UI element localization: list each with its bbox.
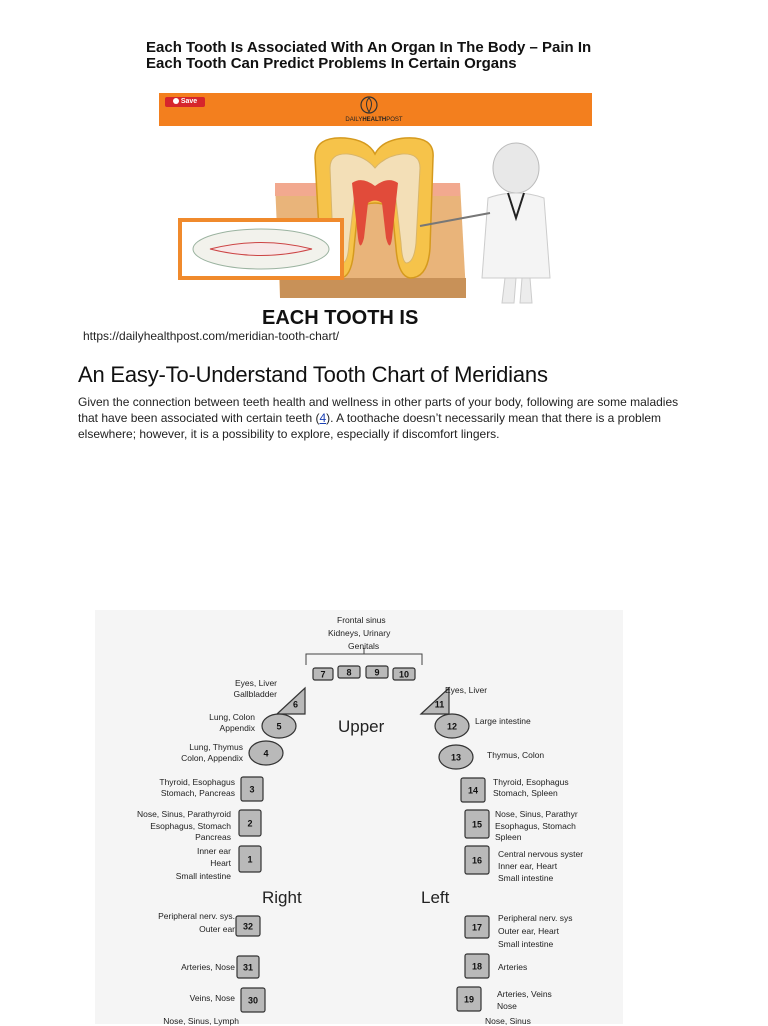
- tooth-number: 10: [398, 669, 410, 680]
- left-label: Left: [421, 888, 450, 907]
- label-right: Peripheral nerv. sys.: [158, 911, 235, 921]
- label-left: Nose, Sinus, Parathyr: [495, 809, 578, 819]
- label-left: Peripheral nerv. sys: [498, 913, 573, 923]
- tooth-number: 30: [247, 995, 259, 1006]
- label-right: Pancreas: [195, 832, 231, 842]
- source-url[interactable]: https://dailyhealthpost.com/meridian-tooth-chart/: [83, 329, 340, 343]
- label-right: Stomach, Pancreas: [160, 788, 235, 798]
- label-right: Arteries, Nose: [181, 962, 235, 972]
- right-label: Right: [262, 888, 302, 907]
- tooth-5: [262, 714, 296, 738]
- label-right: Veins, Nose: [189, 993, 235, 1003]
- tooth-18: [465, 954, 489, 978]
- label-left: Inner ear, Heart: [498, 861, 558, 871]
- brand-name: DAILYHEALTHPOST: [345, 117, 403, 123]
- tooth-number: 2: [247, 818, 253, 829]
- tooth-meridian-chart: [95, 610, 623, 1024]
- citation-link[interactable]: 4: [319, 411, 327, 425]
- tooth-32: [236, 916, 260, 936]
- label-left: Stomach, Spleen: [493, 788, 558, 798]
- intro-paragraph: Given the connection between teeth health and wellness in other parts of your body, following are some maladies that have been associated with certain teeth (4). A toothache doesn’t necessarily mean that there is a problem elsewhere; however, it is a possibility to explore, especially if discomfort lingers.: [78, 395, 679, 441]
- label-right: Small intestine: [175, 871, 231, 881]
- label-left: Small intestine: [498, 939, 554, 949]
- tooth-30: [241, 988, 265, 1012]
- label-left: Large intestine: [475, 716, 531, 726]
- label-left: Nose, Sinus: [485, 1016, 531, 1026]
- save-button[interactable]: [165, 97, 205, 107]
- tooth-3: [241, 777, 263, 801]
- label-left: Esophagus, Stomach: [495, 821, 576, 831]
- tooth-number: 7: [320, 669, 326, 680]
- label-left: Outer ear, Heart: [498, 926, 559, 936]
- tooth-illustration: [130, 128, 606, 310]
- label-left: Central nervous syster: [498, 849, 584, 859]
- top-label-genitals: Genitals: [348, 641, 380, 651]
- tooth-number: 6: [292, 699, 298, 710]
- save-label: Save: [180, 98, 198, 105]
- tooth-number: 1: [247, 854, 253, 865]
- pin-icon: [173, 98, 179, 104]
- label-right: Colon, Appendix: [181, 753, 243, 763]
- illustration-caption: EACH TOOTH IS: [262, 307, 419, 329]
- tooth-2: [239, 810, 261, 836]
- tooth-9: [366, 666, 388, 678]
- tooth-17: [465, 916, 489, 938]
- tooth-number: 18: [471, 961, 483, 972]
- tooth-number: 9: [374, 667, 380, 678]
- tooth-number: 16: [471, 855, 483, 866]
- tooth-number: 32: [242, 921, 254, 932]
- label-right: Gallbladder: [233, 689, 277, 699]
- label-left: Arteries: [498, 962, 528, 972]
- tooth-8: [338, 666, 360, 678]
- brand-logo-icon: [358, 95, 380, 115]
- tooth-16: [465, 846, 489, 874]
- tooth-15: [465, 810, 489, 838]
- label-right: Esophagus, Stomach: [150, 821, 231, 831]
- tooth-number: 5: [276, 721, 282, 732]
- tooth-number: 19: [463, 994, 475, 1005]
- label-right: Thyroid, Esophagus: [159, 777, 235, 787]
- article-headline: Each Tooth Is Associated With An Organ In The Body – Pain In Each Tooth Can Predict Problems In Certain Organs: [146, 39, 592, 72]
- tooth-1: [239, 846, 261, 872]
- tooth-number: 12: [446, 721, 458, 732]
- label-right: Inner ear: [196, 846, 231, 856]
- label-right: Appendix: [219, 723, 255, 733]
- label-right: Outer ear: [199, 924, 235, 934]
- label-right: Lung, Thymus: [189, 742, 243, 752]
- tooth-14: [461, 778, 485, 802]
- label-left: Arteries, Veins: [497, 989, 552, 999]
- tooth-number: 14: [467, 785, 479, 796]
- label-left: Thyroid, Esophagus: [493, 777, 569, 787]
- tooth-19: [457, 987, 481, 1011]
- tooth-number: 31: [242, 962, 254, 973]
- tooth-number: 3: [249, 784, 255, 795]
- top-label-kidneys: Kidneys, Urinary: [328, 628, 391, 638]
- label-left: Thymus, Colon: [487, 750, 545, 760]
- label-right: Heart: [210, 858, 231, 868]
- tooth-4: [249, 741, 283, 765]
- section-heading: An Easy-To-Understand Tooth Chart of Meridians: [78, 362, 548, 387]
- header-banner: [159, 93, 592, 126]
- tooth-number: 13: [450, 752, 462, 763]
- tooth-12: [435, 714, 469, 738]
- tooth-number: 4: [263, 748, 269, 759]
- tooth-10: [393, 668, 415, 680]
- tooth-7: [313, 668, 333, 680]
- label-right: Nose, Sinus, Parathyroid: [136, 809, 231, 819]
- label-right: Nose, Sinus, Lymph: [163, 1016, 239, 1026]
- tooth-6: [277, 688, 305, 714]
- tooth-number: 15: [471, 819, 483, 830]
- label-left: Small intestine: [498, 873, 554, 883]
- tooth-number: 11: [434, 699, 445, 710]
- label-right: Eyes, Liver: [234, 678, 277, 688]
- label-left: Nose: [497, 1001, 517, 1011]
- tooth-number: 17: [471, 922, 483, 933]
- top-label-frontal-sinus: Frontal sinus: [337, 615, 386, 625]
- label-left: Spleen: [495, 832, 522, 842]
- tooth-31: [237, 956, 259, 978]
- upper-label: Upper: [338, 717, 385, 736]
- tooth-number: 8: [346, 667, 352, 678]
- tooth-13: [439, 745, 473, 769]
- label-right: Lung, Colon: [209, 712, 255, 722]
- label-left: Eyes, Liver: [445, 685, 488, 695]
